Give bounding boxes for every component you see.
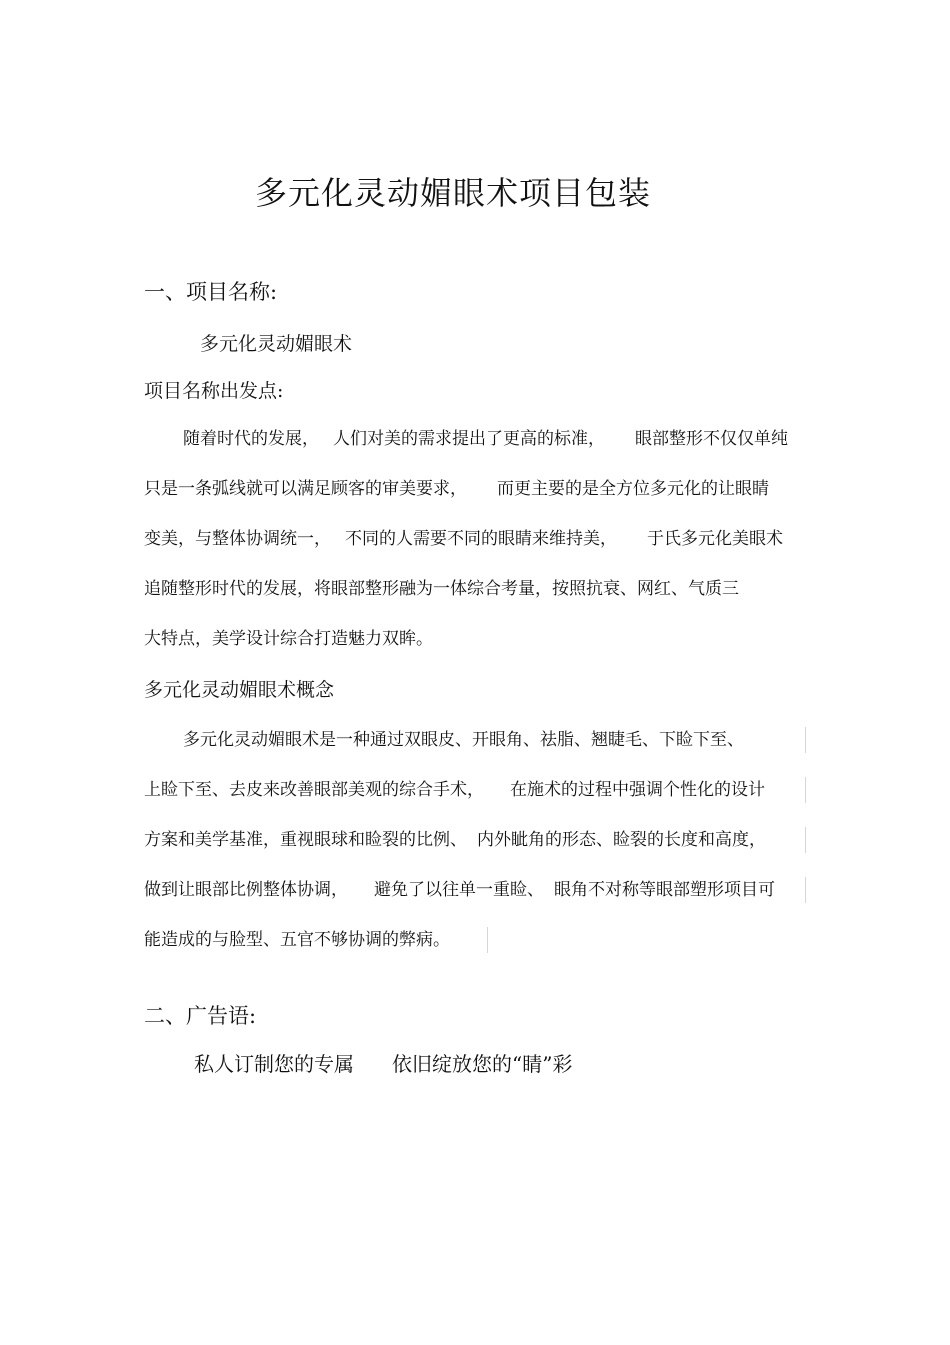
origin-line-5-seg-1: 大特点，美学设计综合打造魅力双眸。 [144,629,433,649]
slogan [194,1049,572,1079]
origin-line-1-seg-2: 人们对美的需求提出了更高的标准， [333,429,605,449]
concept-line-4 [144,877,806,903]
concept-line-1 [144,727,806,753]
section-heading-slogan: 二、广告语: [144,1004,257,1028]
concept-line-1-seg-1: 多元化灵动媚眼术是一种通过双眼皮、开眼角、祛脂、翘睫毛、下睑下至、 [183,730,744,750]
origin-line-1-seg-1: 随着时代的发展， [183,429,319,449]
concept-line-3-seg-1: 方案和美学基准，重视眼球和睑裂的比例、 [144,830,467,850]
origin-line-1-seg-3: 眼部整形不仅仅单纯 [635,429,788,449]
origin-line-1 [144,426,804,452]
origin-line-3-seg-2: 不同的人需要不同的眼睛来维持美， [345,529,617,549]
origin-line-2 [144,476,804,502]
section-heading-project-name: 一、项目名称: [144,280,278,304]
origin-line-3-seg-3: 于氏多元化美眼术 [647,529,783,549]
slogan-part-1: 私人订制您的专属 [194,1052,354,1076]
origin-heading: 项目名称出发点: [144,380,284,402]
concept-heading: 多元化灵动媚眼术概念 [144,679,335,701]
concept-line-4-seg-2: 避免了以往单一重睑、 [374,880,544,900]
origin-line-4-seg-1: 追随整形时代的发展，将眼部整形融为一体综合考量，按照抗衰、网红、气质三 [144,579,739,599]
concept-line-5-seg-1: 能造成的与脸型、五官不够协调的弊病。 [144,930,450,950]
concept-line-2-seg-2: 在施术的过程中强调个性化的设计 [510,780,765,800]
origin-line-3 [144,526,804,552]
origin-line-3-seg-1: 变美，与整体协调统一， [144,529,331,549]
document-title: 多元化灵动媚眼术项目包装 [254,174,651,212]
origin-line-2-seg-2: 而更主要的是全方位多元化的让眼睛 [497,479,769,499]
concept-line-2-seg-1: 上睑下至、去皮来改善眼部美观的综合手术， [144,780,484,800]
concept-line-4-seg-3: 眼角不对称等眼部塑形项目可 [554,880,775,900]
origin-line-5 [144,626,804,652]
concept-line-2 [144,777,806,803]
origin-line-2-seg-1: 只是一条弧线就可以满足顾客的审美要求， [144,479,467,499]
origin-line-4 [144,576,804,602]
concept-line-4-seg-1: 做到让眼部比例整体协调， [144,880,348,900]
project-name: 多元化灵动媚眼术 [200,333,353,355]
concept-line-3 [144,827,806,853]
concept-line-3-seg-2: 内外眦角的形态、睑裂的长度和高度， [477,830,766,850]
slogan-part-2: 依旧绽放您的“睛”彩 [392,1052,573,1076]
concept-line-5 [144,927,488,953]
